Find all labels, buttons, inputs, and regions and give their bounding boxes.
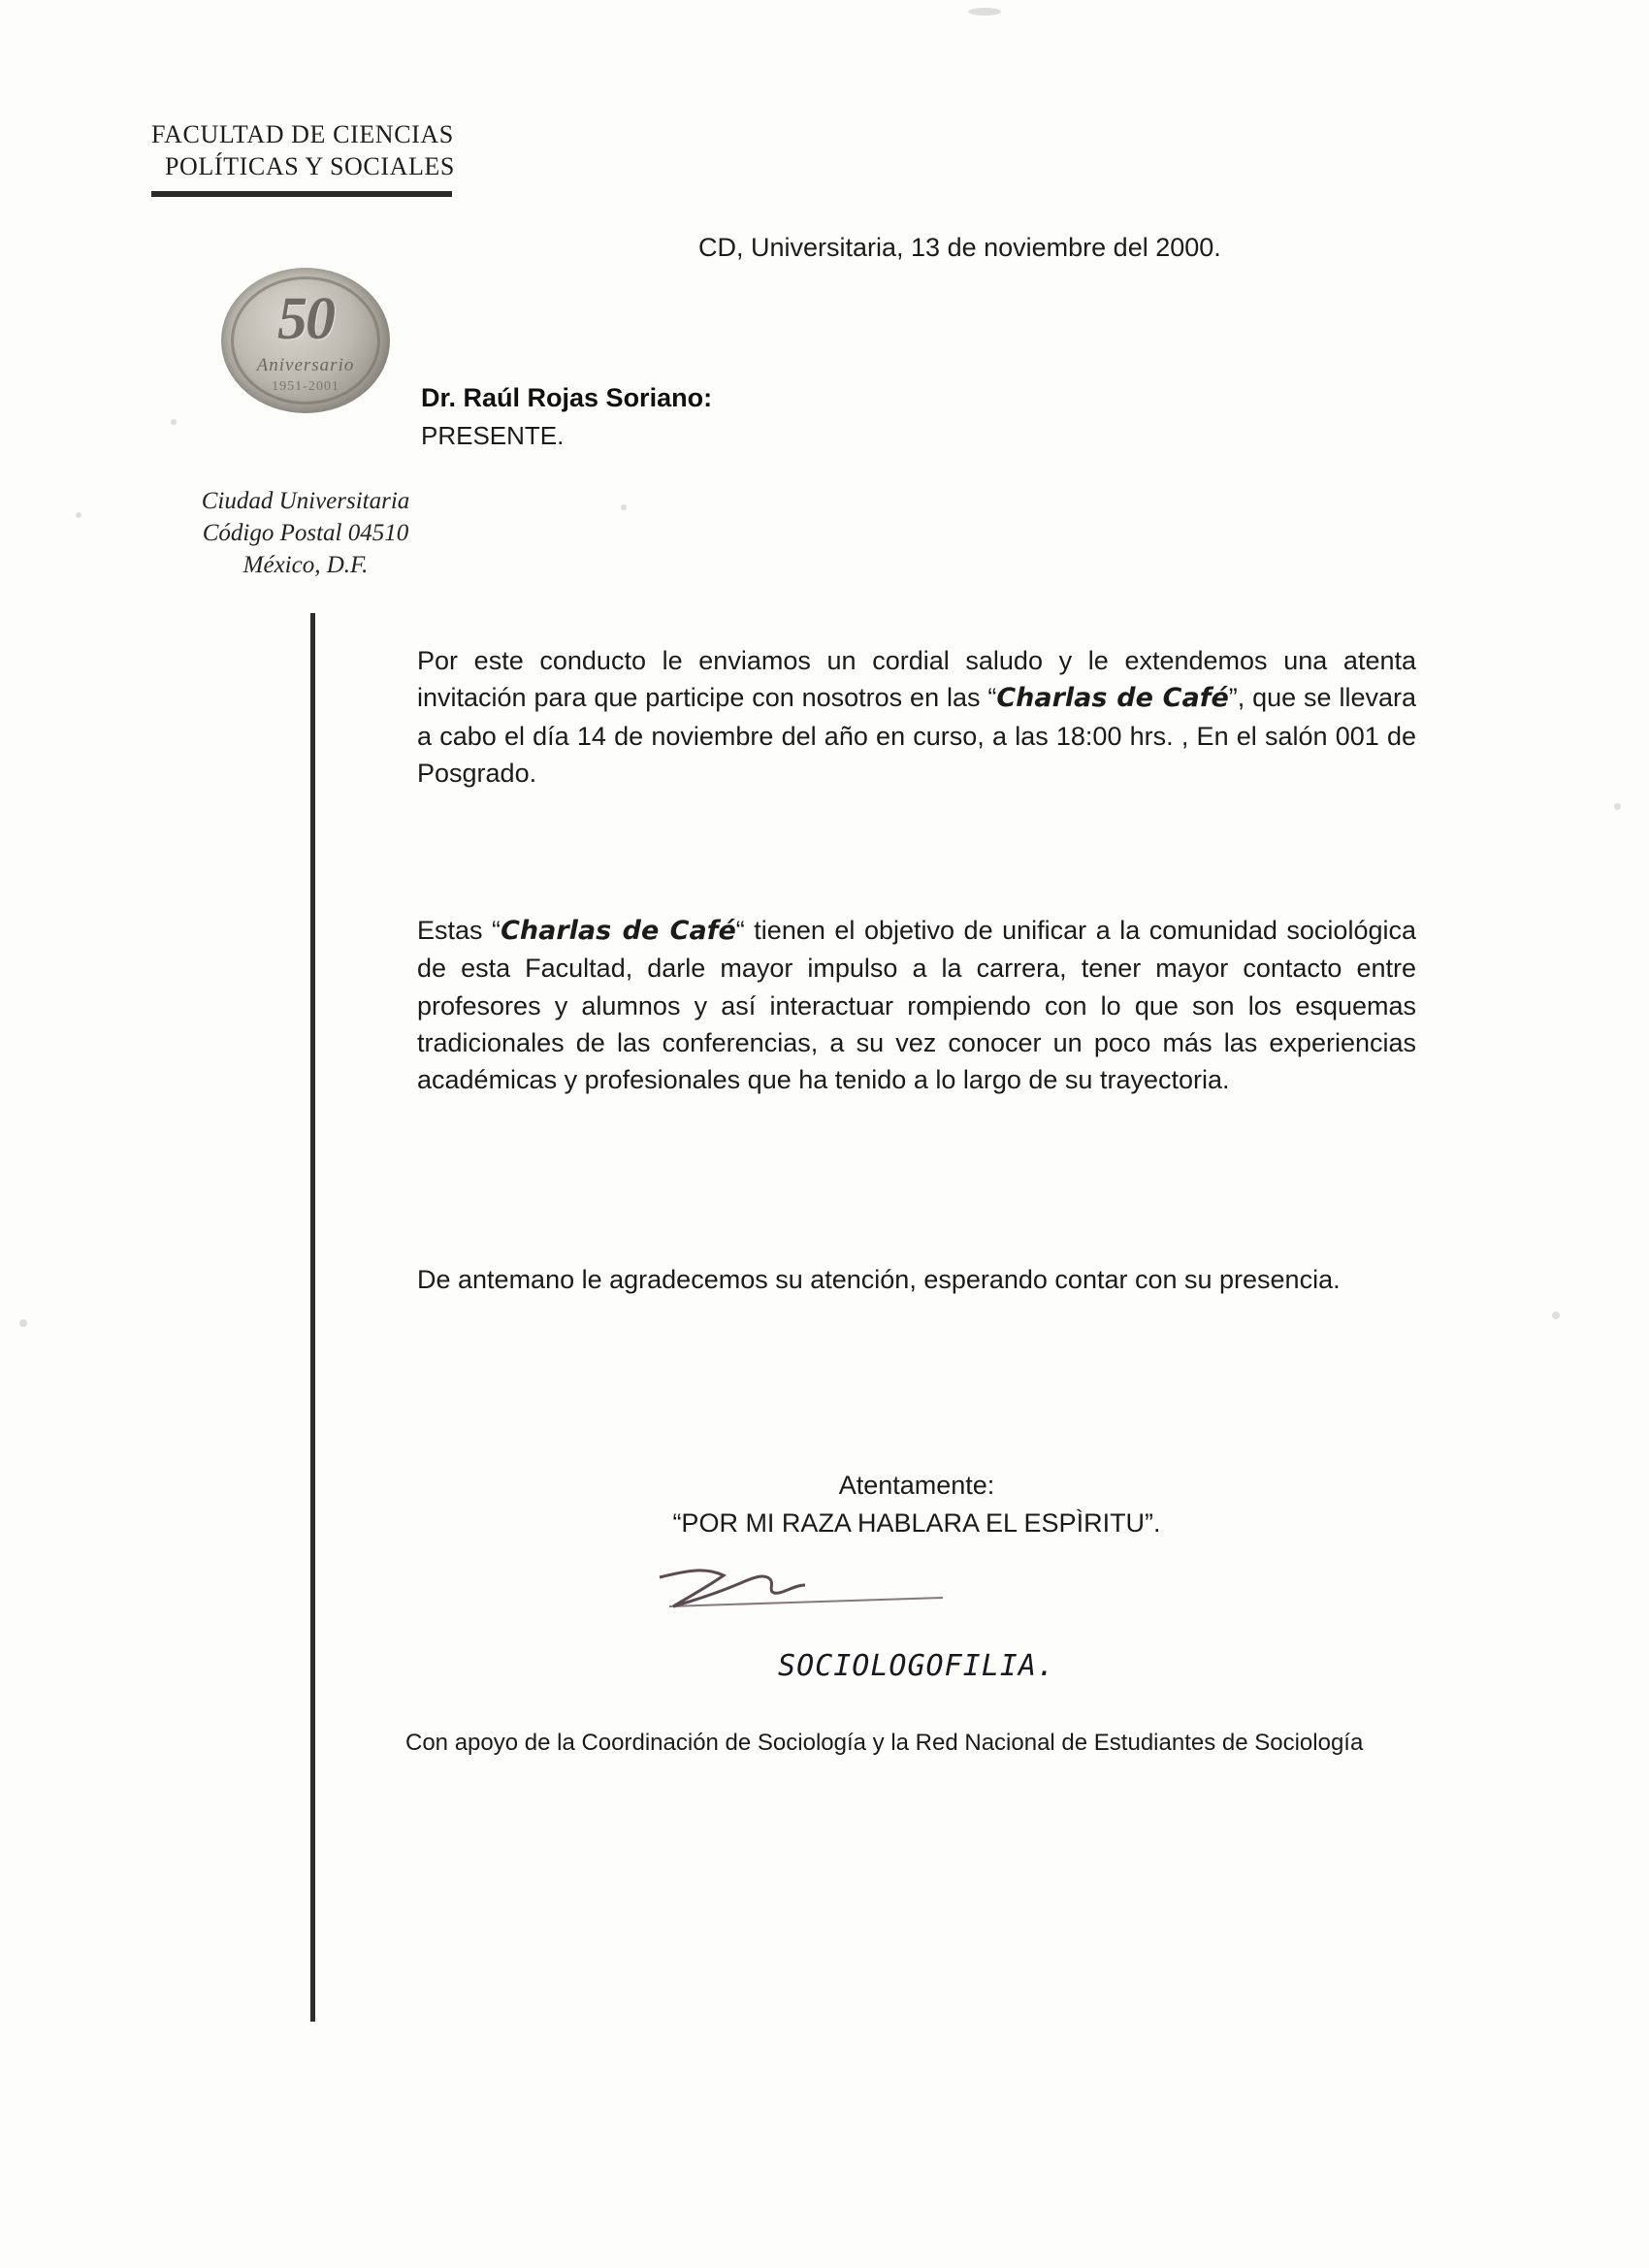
scan-speck [76,512,81,518]
footnote: Con apoyo de la Coordinación de Sociología y la Red Nacional de Estudiantes de Sociología [405,1730,1364,1756]
scan-speck [1552,1312,1560,1319]
dateline: CD, Universitaria, 13 de noviembre del 2000. [698,233,1221,262]
signature-mark [652,1552,1069,1630]
scan-speck [171,419,177,425]
body-paragraph-1 [417,642,1416,792]
scan-speck [621,504,627,510]
seal-years-text: 1951-2001 [272,379,340,394]
vertical-rule [310,613,315,2022]
body-paragraph-2 [417,912,1416,1099]
scan-speck [968,8,1001,16]
recipient-subline: PRESENTE. [421,421,565,450]
paragraph-1-text-b: ”, que se llevara a cabo el día 14 de noviembre del año en curso, a las 18:00 hrs. , En el salón 001 de Posgrado. [417,683,1416,788]
letterhead [147,118,477,197]
charlas-de-cafe-emphasis: Charlas de Café [996,683,1229,714]
closing-line-1: Atentamente: [838,1471,995,1500]
address-block [165,485,446,581]
paragraph-1-text-a: Por este conducto le enviamos un cordial saludo y le extendemos una atenta invitación para que participe con nosotros en las “ [417,646,1416,713]
paragraph-2-text-b: “ tienen el objetivo de unificar a la comunidad sociológica de esta Facultad, darle mayor impulso a la carrera, tener mayor contacto entre profesores y alumnos y así interactuar rompiendo con lo que son los esquemas tradicionales de las conferencias, a su vez conocer un poco más las experiencias académicas y profesionales que ha tenido a lo largo de su trayectoria. [417,916,1416,1095]
seal-aniversario-text: Aniversario [256,355,355,375]
scan-speck [19,1319,27,1327]
organization-name: SOCIOLOGOFILIA. [778,1649,1055,1683]
body-paragraph-3: De antemano le agradecemos su atención, esperando contar con su presencia. [417,1265,1341,1294]
letterhead-line-1: FACULTAD DE CIENCIAS [151,120,454,148]
closing-line-2: “POR MI RAZA HABLARA EL ESPÌRITU”. [672,1508,1161,1538]
anniversary-seal-icon [221,268,390,413]
letterhead-line-2: POLÍTICAS Y SOCIALES [165,152,455,181]
address-line-2: Código Postal 04510 [202,520,409,546]
signature-svg [652,1552,1069,1630]
charlas-de-cafe-emphasis: Charlas de Café [501,916,736,946]
scan-speck [1614,803,1621,810]
seal-number: 50 [277,286,334,352]
paragraph-2-text-a: Estas “ [417,916,501,945]
address-line-3: México, D.F. [242,552,369,578]
address-line-1: Ciudad Universitaria [201,488,410,514]
letterhead-rule [151,191,452,197]
recipient-name: Dr. Raúl Rojas Soriano: [421,383,713,412]
